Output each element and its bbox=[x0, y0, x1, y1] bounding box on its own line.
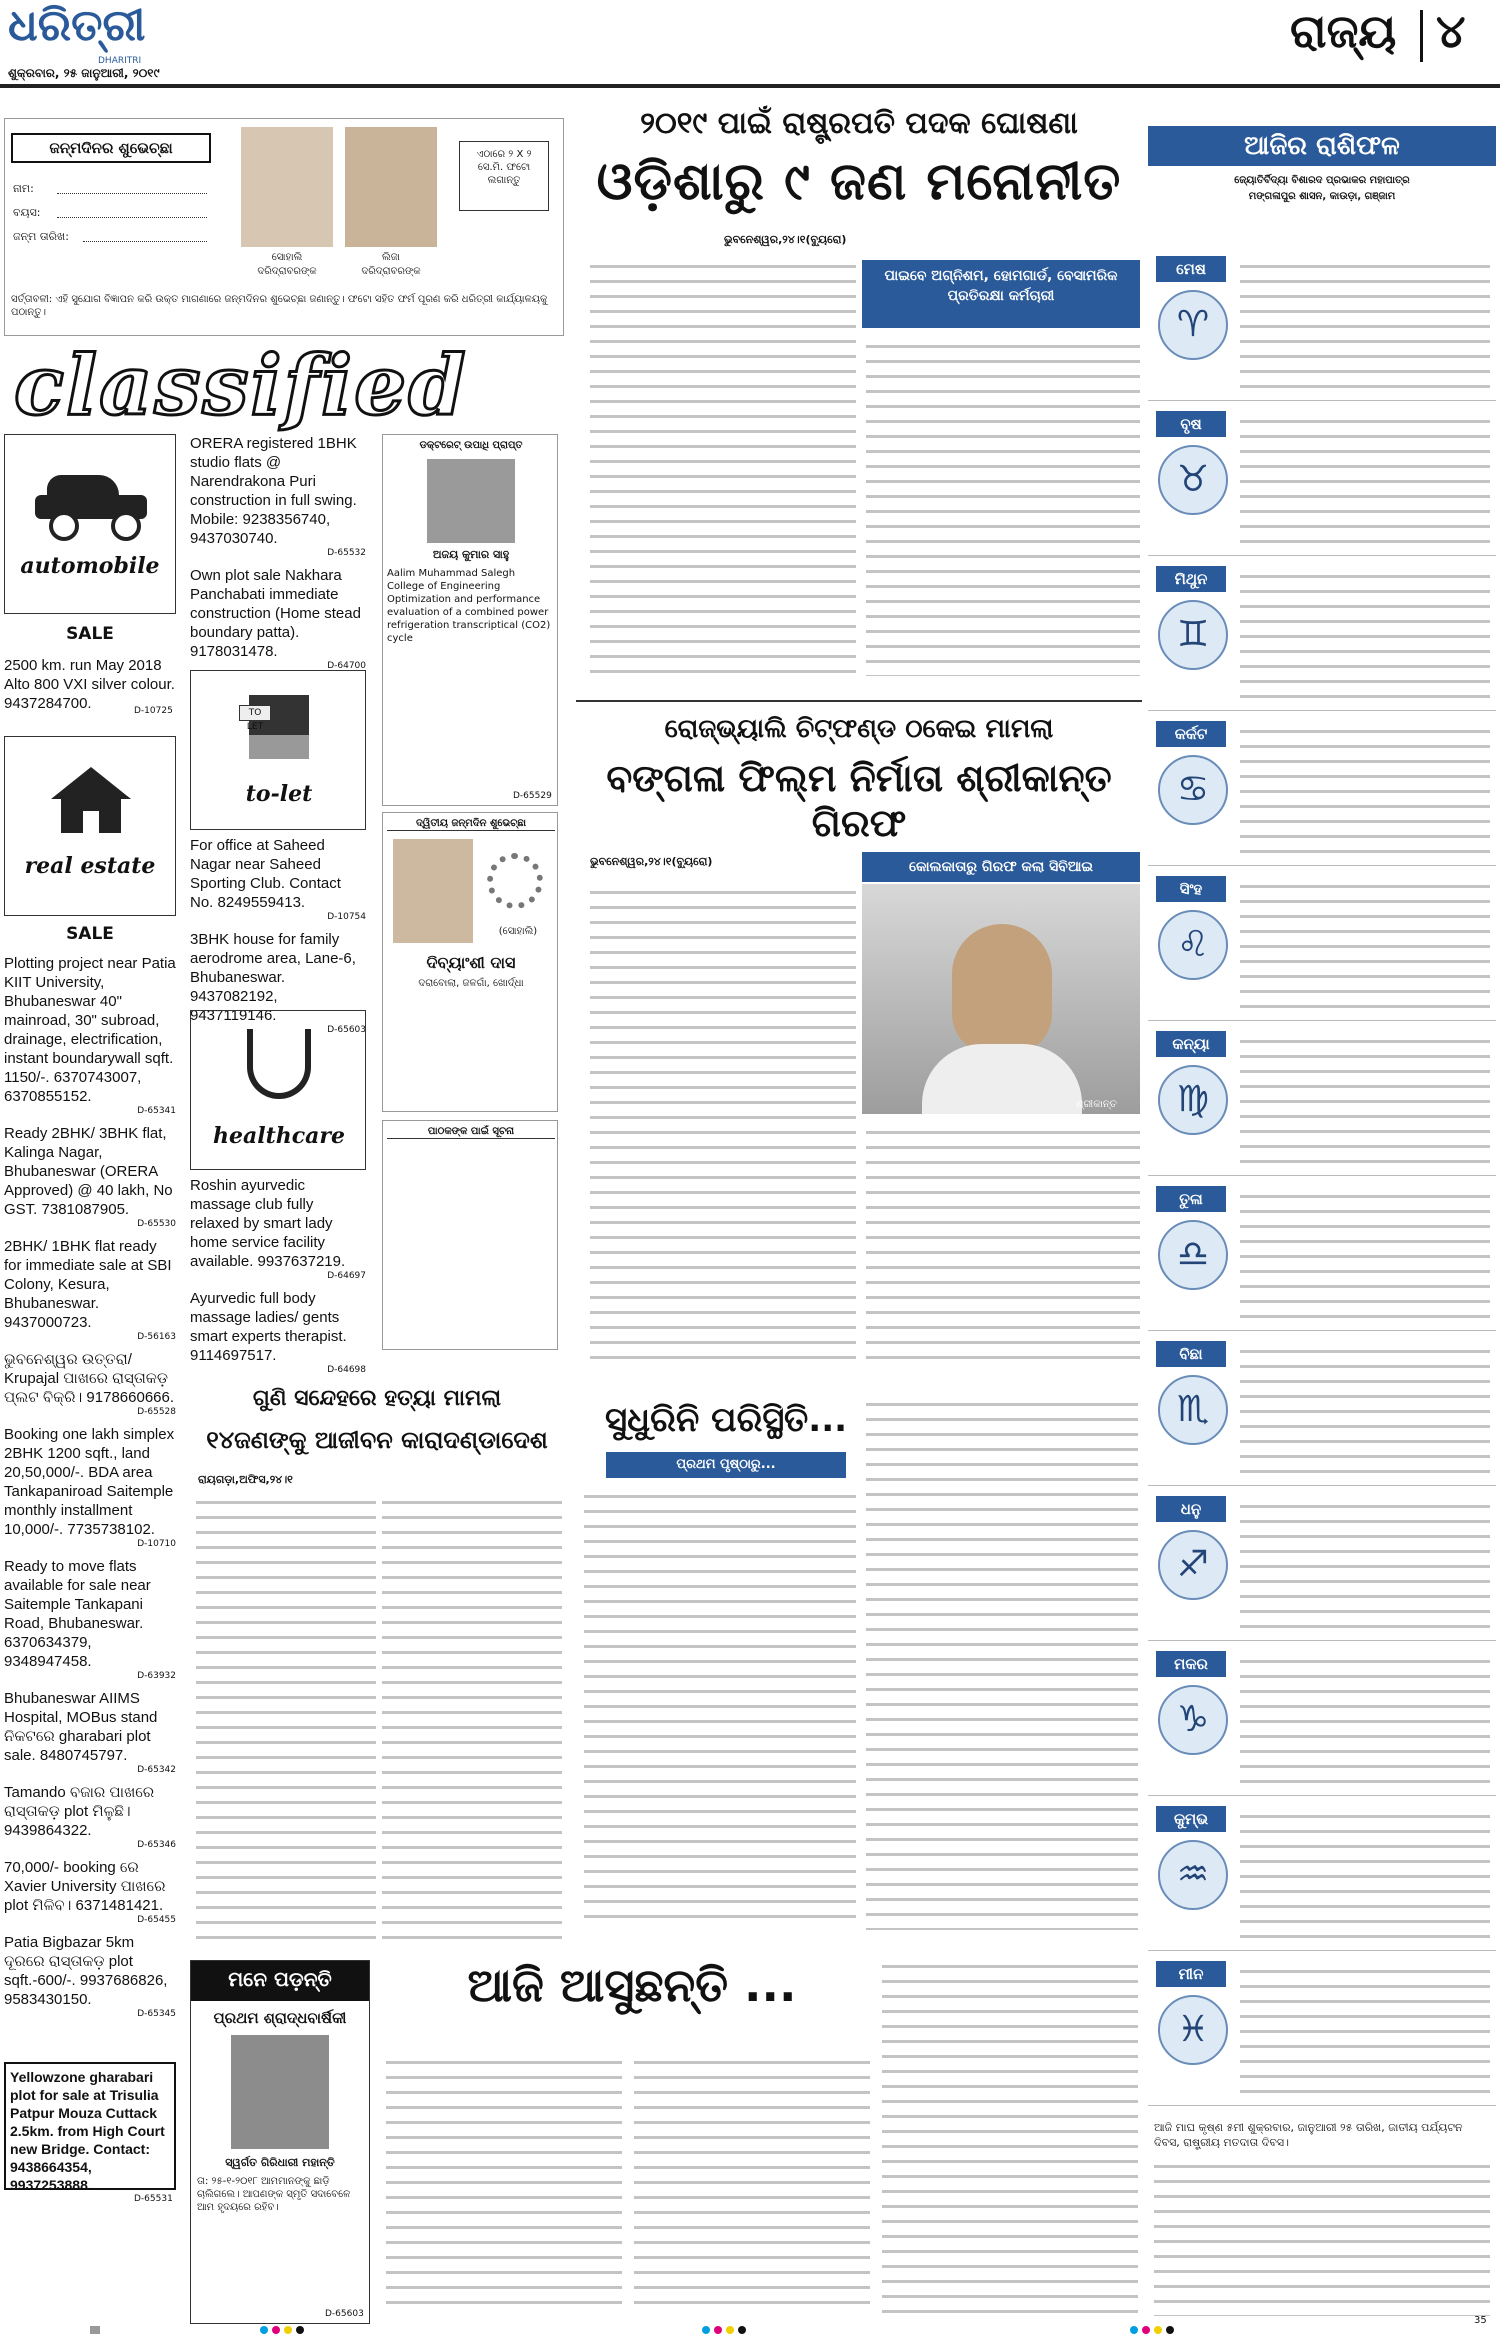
classified-ad-block bbox=[190, 1289, 366, 1375]
child-photo bbox=[241, 127, 333, 247]
story-headline: ବଙ୍ଗଳା ଫିଲ୍ମ ନିର୍ମାତା ଶ୍ରୀକାନ୍ତ ଗିରଫ bbox=[606, 756, 1112, 845]
ad-code: D-65603 bbox=[325, 2309, 364, 2319]
page-number: ୪ bbox=[1436, 4, 1466, 58]
story-subhead: କୋଲକାତାରୁ ଗିରଫ କଲା ସିବିଆଇ bbox=[908, 859, 1094, 875]
horoscope-entry bbox=[1148, 1025, 1496, 1176]
horoscope-entry bbox=[1148, 870, 1496, 1021]
classified-ad: Ready 2BHK/ 3BHK flat, Kalinga Nagar, Bhubaneswar (ORERA Approved) @ 40 lakh, No GST. 7381087905. bbox=[4, 1125, 173, 1218]
section-divider bbox=[1420, 10, 1423, 62]
ad-code: D-65345 bbox=[137, 2009, 176, 2019]
automobile-label: automobile bbox=[20, 553, 160, 579]
ad-code: D-65529 bbox=[513, 791, 552, 801]
dob-label: ଜନ୍ମ ତାରିଖ: bbox=[13, 230, 69, 243]
story-body bbox=[866, 336, 1140, 676]
classified-column-2 bbox=[190, 434, 368, 1375]
readers-notice-title: ପାଠକଙ୍କ ପାଇଁ ସୂଚନା bbox=[387, 1125, 555, 1139]
zodiac-glyph: ♐ bbox=[1176, 1544, 1210, 1585]
age-label: ବୟସ: bbox=[13, 206, 41, 219]
birthday-form bbox=[4, 118, 564, 336]
horoscope-text bbox=[1240, 1651, 1490, 1787]
classified-ad: Plotting project near Patia KIIT University, Bhubaneswar 40" mainroad, 30" subroad, drainage, electrification, instant boundarywall sqft. 1150/-. 6370743007, 6370855152. bbox=[4, 955, 176, 1105]
birthday-form-title: ଜନ୍ମଦିନର ଶୁଭେଚ୍ଛା bbox=[11, 133, 211, 163]
real-estate-box bbox=[4, 736, 176, 916]
sale-heading: SALE bbox=[66, 624, 114, 644]
memorial-banner-text: ମନେ ପଡ଼ନ୍ତି bbox=[228, 1967, 332, 1991]
almanac-body bbox=[1154, 2156, 1490, 2316]
classified-ad-block bbox=[4, 954, 176, 1116]
horoscope-banner bbox=[1148, 126, 1496, 166]
zodiac-glyph: ♈ bbox=[1176, 304, 1210, 345]
memorial-photo bbox=[231, 2035, 329, 2149]
classified-ad-block bbox=[190, 836, 366, 922]
graduate-details: Aalim Muhammad Salegh College of Engineering Optimization and performance evaluation of a combined power refrigeration transcriptical (CO2) cycle bbox=[387, 568, 551, 644]
story-kicker: ଗୁଣି ସନ୍ଦେହରେ ହତ୍ୟା ମାମଲା bbox=[252, 1386, 502, 1411]
classified-ad: Roshin ayurvedic massage club fully relaxed by smart lady home service facility available. 9937637219. bbox=[190, 1177, 346, 1270]
classified-column-3 bbox=[382, 434, 560, 1374]
zodiac-glyph: ♏ bbox=[1176, 1389, 1210, 1430]
ad-code: D-65530 bbox=[137, 1219, 176, 1229]
classified-title: classified bbox=[14, 338, 468, 434]
story-body bbox=[584, 1486, 856, 1930]
ad-code: D-64698 bbox=[327, 1365, 366, 1375]
story-subhead: ପାଇବେ ଅଗ୍ନିଶମ, ହୋମଗାର୍ଡ, ବେସାମରିକ ପ୍ରତିରକ୍ଷା କର୍ମଚାରୀ bbox=[884, 268, 1118, 304]
classified-ad-block bbox=[4, 1350, 176, 1417]
zodiac-icon bbox=[1158, 755, 1228, 825]
zodiac-icon bbox=[1158, 1530, 1228, 1600]
memorial-notice bbox=[190, 1960, 370, 2324]
age-line bbox=[57, 217, 207, 218]
story-headline: ୧୪ଜଣଙ୍କୁ ଆଜୀବନ କାରାଦଣ୍ଡାଦେଶ bbox=[206, 1426, 548, 1454]
zodiac-icon bbox=[1158, 445, 1228, 515]
stethoscope-icon bbox=[247, 1029, 311, 1099]
classified-ad-block bbox=[4, 1689, 176, 1775]
classified-ad: 2BHK/ 1BHK flat ready for immediate sale at SBI Colony, Kesura, Bhubaneswar. 9437000723. bbox=[4, 1238, 172, 1331]
edition-date: ଶୁକ୍ରବାର, ୨୫ ଜାନୁଆରୀ, ୨୦୧୯ bbox=[8, 66, 160, 80]
horoscope-entry bbox=[1148, 1800, 1496, 1951]
story-body bbox=[590, 256, 856, 676]
classified-ad-block bbox=[190, 566, 366, 671]
horoscope-entry bbox=[1148, 715, 1496, 866]
name-label: ନାମ: bbox=[13, 182, 34, 195]
horoscope-text bbox=[1240, 721, 1490, 857]
child-photo bbox=[393, 839, 473, 943]
name-line bbox=[57, 193, 207, 194]
almanac-text: ଆଜି ମାଘ କୃଷ୍ଣ ୫ମୀ ଶୁକ୍ରବାର, ଜାନୁଆରୀ ୨୫ ତାରିଖ, ଜାତୀୟ ପର୍ଯ୍ୟଟନ ଦିବସ, ରାଷ୍ଟ୍ରୀୟ ମତଦାତା ଦିବସ। bbox=[1154, 2121, 1463, 2149]
masthead-rule bbox=[0, 84, 1500, 88]
yellow-zone-ad bbox=[4, 2062, 176, 2193]
story-dateline: ଭୁବନେଶ୍ୱର,୨୪।୧(ବ୍ୟୁରୋ) bbox=[590, 855, 713, 868]
horoscope-entry bbox=[1148, 1645, 1496, 1796]
ad-code: D-65342 bbox=[137, 1765, 176, 1775]
to-let-sign-icon: TO LET bbox=[239, 695, 319, 765]
story-subhead-box bbox=[862, 852, 1140, 882]
ad-code: D-10710 bbox=[137, 1539, 176, 1549]
classified-ad: Yellowzone gharabari plot for sale at Trisulia Patpur Mouza Cuttack 2.5km. from High Court new Bridge. Contact: 9438664354, 9937253888. bbox=[10, 2069, 165, 2193]
classified-ad-block bbox=[190, 434, 366, 558]
ad-code: D-65455 bbox=[137, 1915, 176, 1925]
readers-notice bbox=[382, 1120, 558, 1350]
zodiac-glyph: ♋ bbox=[1176, 769, 1210, 810]
horoscope-text bbox=[1240, 1031, 1490, 1167]
story-body bbox=[866, 1394, 1138, 1930]
portrait-photo bbox=[862, 884, 1140, 1114]
zodiac-glyph: ♌ bbox=[1176, 924, 1210, 965]
horoscope-text bbox=[1240, 1806, 1490, 1942]
automobile-box bbox=[4, 434, 176, 614]
zodiac-icon bbox=[1158, 290, 1228, 360]
child-address: ଦରାବୋଲା, ଜଳଗାଁ, ଖୋର୍ଦ୍ଧା bbox=[418, 978, 524, 989]
story-rosevalley bbox=[576, 706, 1142, 1382]
zodiac-sign-label: କୁମ୍ଭ bbox=[1156, 1806, 1226, 1832]
classified-ad-block bbox=[190, 1176, 366, 1281]
doctorate-title: ଡକ୍ଟରେଟ୍ ଉପାଧି ପ୍ରାପ୍ତ bbox=[419, 440, 523, 451]
classified-ad-block bbox=[4, 1858, 176, 1925]
to-let-box bbox=[190, 670, 366, 830]
photo-placeholder: ଏଠାରେ ୨ X ୨ ସେ.ମି. ଫଟୋ ଲଗାନ୍ତୁ bbox=[459, 141, 549, 211]
horoscope-entry bbox=[1148, 1335, 1496, 1486]
ad-code: D-65531 bbox=[134, 2194, 173, 2204]
classified-ad: ଭୁବନେଶ୍ୱର ଉତ୍ତରା/ Krupajal ପାଖରେ ରାସ୍ତାକଡ଼ ପ୍ଲଟ ବିକ୍ରି। 9178660666. bbox=[4, 1351, 175, 1406]
zodiac-icon bbox=[1158, 1375, 1228, 1445]
story-dateline: ରାୟଗଡ଼ା,ଅଫିସ,୨୪।୧ bbox=[198, 1473, 293, 1486]
horoscope-list bbox=[1148, 250, 1496, 2110]
photo-caption: ଶ୍ରୀକାନ୍ତ bbox=[1076, 1099, 1117, 1110]
graduate-photo bbox=[427, 459, 515, 543]
classified-ad: Ayurvedic full body massage ladies/ gents smart experts therapist. 9114697517. bbox=[190, 1290, 347, 1364]
story-body bbox=[196, 1492, 376, 1942]
logo: ଧରିତ୍ରୀ bbox=[8, 0, 146, 51]
horoscope-entry bbox=[1148, 250, 1496, 401]
zodiac-icon bbox=[1158, 1220, 1228, 1290]
continued-banner bbox=[606, 1452, 846, 1478]
story-kicker: ୨୦୧୯ ପାଇଁ ରାଷ୍ଟ୍ରପତି ପଦକ ଘୋଷଣା bbox=[640, 106, 1078, 141]
classified-column-1 bbox=[4, 434, 182, 2324]
story-body bbox=[386, 2052, 622, 2314]
graduate-name: ଅଜୟ କୁମାର ସାହୁ bbox=[432, 548, 510, 561]
ad-code: D-10754 bbox=[327, 912, 366, 922]
story-body bbox=[590, 882, 856, 1362]
memorial-title: ପ୍ରଥମ ଶ୍ରାଦ୍ଧବାର୍ଷିକୀ bbox=[213, 2009, 347, 2027]
child-relation: ଦରିଦ୍ରାବରଙ୍କ bbox=[361, 266, 421, 277]
classified-ad: Booking one lakh simplex 2BHK 1200 sqft., land 20,50,000/-. BDA area Tankapaniroad Saitemple monthly installment 10,000/-. 7735738102. bbox=[4, 1426, 175, 1538]
real-estate-ads bbox=[4, 954, 176, 2027]
classified-ad: Bhubaneswar AIIMS Hospital, MOBus stand ନିକଟରେ gharabari plot sale. 8480745797. bbox=[4, 1690, 158, 1764]
zodiac-icon bbox=[1158, 1685, 1228, 1755]
continued-label: ପ୍ରଥମ ପୃଷ୍ଠାରୁ... bbox=[676, 1457, 776, 1472]
zodiac-sign-label: ବିଛା bbox=[1156, 1341, 1226, 1367]
horoscope-entry bbox=[1148, 1955, 1496, 2106]
house-icon bbox=[51, 767, 131, 837]
ad-code: D-65341 bbox=[137, 1106, 176, 1116]
horoscope-text bbox=[1240, 256, 1490, 392]
classified-ad-block bbox=[4, 1557, 176, 1681]
horoscope-text bbox=[1240, 1496, 1490, 1632]
classified-ad: ORERA registered 1BHK studio flats @ Narendrakona Puri construction in full swing. Mobile: 9238356740, 9437030740. bbox=[190, 435, 357, 547]
ad-code: D-65532 bbox=[327, 548, 366, 558]
story-life-sentence bbox=[190, 1382, 564, 1952]
zodiac-icon bbox=[1158, 1995, 1228, 2065]
zodiac-sign-label: ସିଂହ bbox=[1156, 876, 1226, 902]
dob-line bbox=[83, 241, 207, 242]
horoscope-text bbox=[1240, 566, 1490, 702]
car-icon bbox=[35, 475, 147, 529]
zodiac-icon bbox=[1158, 1065, 1228, 1135]
print-registration-marks bbox=[0, 2326, 1500, 2334]
story-body bbox=[634, 2052, 870, 2314]
zodiac-sign-label: ବୃଷ bbox=[1156, 411, 1226, 437]
healthcare-box bbox=[190, 1010, 366, 1170]
memorial-banner bbox=[191, 1961, 369, 2001]
story-body bbox=[866, 1122, 1140, 1362]
story-situation bbox=[576, 1390, 1142, 1940]
zodiac-glyph: ♊ bbox=[1176, 614, 1210, 655]
memorial-name: ସ୍ୱର୍ଗତ ଗିରିଧାରୀ ମହାନ୍ତି bbox=[225, 2156, 335, 2169]
child-nickname: (ସୋହାଲି) bbox=[498, 926, 538, 937]
horoscope-text bbox=[1240, 411, 1490, 547]
ad-code: D-65603 bbox=[327, 1025, 366, 1035]
horoscope-column bbox=[1148, 96, 1496, 2324]
zodiac-glyph: ♍ bbox=[1176, 1079, 1210, 1120]
classified-ad: 3BHK house for family aerodrome area, Lane-6, Bhubaneswar. 9437082192, 9437119146. bbox=[190, 931, 356, 1024]
zodiac-icon bbox=[1158, 600, 1228, 670]
child-relation: ଦରିଦ୍ରାବରଙ୍କ bbox=[257, 266, 317, 277]
healthcare-label: healthcare bbox=[213, 1123, 345, 1149]
story-subhead-box bbox=[862, 260, 1140, 328]
classified-ad: Tamando ବଜାର ପାଖରେ ରାସ୍ତାକଡ଼ plot ମିଳୁଛି। 9439864322. bbox=[4, 1784, 155, 1839]
zodiac-sign-label: ମୀନ bbox=[1156, 1961, 1226, 1987]
flower-icon bbox=[487, 853, 543, 909]
second-birthday-title: ଦ୍ୱିତୀୟ ଜନ୍ମଦିନ ଶୁଭେଚ୍ଛା bbox=[387, 817, 555, 831]
ad-code: D-63932 bbox=[137, 1671, 176, 1681]
second-birthday-notice bbox=[382, 812, 558, 1112]
birthday-terms: ସର୍ତ୍ତାବଳୀ: ଏହି ସୁଯୋଗ ବିଜ୍ଞାପନ କରି ଉକ୍ତ ମାଗଣାରେ ଜନ୍ମଦିନର ଶୁଭେଚ୍ଛା ଜଣାନ୍ତୁ। ଫଟୋ ସହିତ ଫର୍ମ ପୂରଣ କରି ଧରିତ୍ରୀ କାର୍ଯ୍ୟାଳୟକୁ ପଠାନ୍ତୁ। bbox=[11, 294, 548, 318]
ad-code: D-64700 bbox=[327, 661, 366, 671]
classified-ad-block bbox=[4, 1783, 176, 1850]
zodiac-sign-label: ମିଥୁନ bbox=[1156, 566, 1226, 592]
classified-ad-block bbox=[4, 1933, 176, 2019]
classified-ad: 70,000/- booking ରେ Xavier University ପାଖରେ plot ମିଳିବ। 6371481421. bbox=[4, 1859, 166, 1914]
sale-heading: SALE bbox=[66, 924, 114, 944]
classified-ad-block bbox=[4, 1425, 176, 1549]
child-photo bbox=[345, 127, 437, 247]
horoscope-entry bbox=[1148, 405, 1496, 556]
astrologer-address: ମଙ୍ଗଳାପୁର ଶାସନ, କାଉଡ଼ା, ଗଞ୍ଜାମ bbox=[1248, 191, 1396, 202]
ad-code: D-65346 bbox=[137, 1840, 176, 1850]
zodiac-sign-label: କନ୍ୟା bbox=[1156, 1031, 1226, 1057]
zodiac-icon bbox=[1158, 1840, 1228, 1910]
logo-subtitle: DHARITRI bbox=[98, 56, 142, 66]
zodiac-sign-label: ମକର bbox=[1156, 1651, 1226, 1677]
horoscope-text bbox=[1240, 876, 1490, 1012]
story-headline: ସୁଧୁରିନି ପରିସ୍ଥିତି... bbox=[604, 1400, 848, 1440]
classified-ad-block bbox=[4, 1237, 176, 1342]
column-rule bbox=[576, 700, 1142, 702]
classified-banner bbox=[4, 338, 564, 434]
ad-code: D-56163 bbox=[137, 1332, 176, 1342]
horoscope-text bbox=[1240, 1186, 1490, 1322]
doctorate-notice bbox=[382, 434, 558, 806]
ad-code: D-10725 bbox=[134, 706, 173, 716]
flat-ads bbox=[190, 434, 366, 679]
classified-ad: Ready to move flats available for sale near Saitemple Tankapani Road, Bhubaneswar. 6370634379, 9348947458. bbox=[4, 1558, 151, 1670]
horoscope-entry bbox=[1148, 1180, 1496, 1331]
masthead bbox=[0, 0, 1500, 82]
horoscope-title: ଆଜିର ରାଶିଫଳ bbox=[1244, 131, 1400, 161]
ad-code: D-65528 bbox=[137, 1407, 176, 1417]
zodiac-icon bbox=[1158, 910, 1228, 980]
healthcare-ads bbox=[190, 1176, 366, 1383]
zodiac-glyph: ♎ bbox=[1176, 1234, 1210, 1275]
child-name: ଦିବ୍ୟାଂଶୀ ଦାସ bbox=[426, 953, 516, 972]
ad-code: D-64697 bbox=[327, 1271, 366, 1281]
classified-ad-block bbox=[4, 1124, 176, 1229]
story-kicker: ରୋଜ୍‌ଭ୍ୟାଲି ଚିଟ୍‌ଫଣ୍ଡ ଠକେଇ ମାମଲା bbox=[664, 714, 1054, 744]
footer-page-number: 35 bbox=[1474, 2315, 1487, 2326]
zodiac-glyph: ♒ bbox=[1176, 1854, 1210, 1895]
story-arriving-today bbox=[382, 1952, 1142, 2324]
story-body bbox=[882, 1956, 1138, 2314]
story-body bbox=[382, 1492, 562, 1942]
zodiac-glyph: ♓ bbox=[1176, 2009, 1210, 2050]
classified-ad: 2500 km. run May 2018 Alto 800 VXI silver colour. 9437284700. bbox=[4, 657, 175, 712]
story-dateline: ଭୁବନେଶ୍ୱର,୨୪।୧(ବ୍ୟୁରୋ) bbox=[724, 233, 847, 246]
horoscope-entry bbox=[1148, 1490, 1496, 1641]
horoscope-text bbox=[1240, 1341, 1490, 1477]
child-name: ସୋହାଲି bbox=[271, 252, 303, 263]
child-name: ଲିଜା bbox=[382, 252, 400, 263]
zodiac-glyph: ♑ bbox=[1176, 1699, 1210, 1740]
memorial-text: ତା: ୨୫-୧-୨୦୧୮ ଆମମାନଙ୍କୁ ଛାଡ଼ି ଚାଲିଗଲେ। ଆପଣଙ୍କ ସ୍ମୃତି ସଦାବେଳେ ଆମ ହୃଦୟରେ ରହିବ। bbox=[197, 2176, 351, 2213]
zodiac-sign-label: ଧନୁ bbox=[1156, 1496, 1226, 1522]
astrologer-name: ଜ୍ୟୋତିର୍ବିଦ୍ୟା ବିଶାରଦ ପ୍ରଭାକର ମହାପାତ୍ର bbox=[1234, 175, 1410, 186]
story-headline: ଆଜି ଆସୁଛନ୍ତି ... bbox=[467, 1958, 797, 2012]
zodiac-sign-label: ମେଷ bbox=[1156, 256, 1226, 282]
horoscope-text bbox=[1240, 1961, 1490, 2097]
zodiac-sign-label: କର୍କଟ bbox=[1156, 721, 1226, 747]
to-let-label: to-let bbox=[245, 781, 313, 807]
zodiac-sign-label: ତୁଳା bbox=[1156, 1186, 1226, 1212]
story-headline: ଓଡ଼ିଶାରୁ ୯ ଜଣ ମନୋନୀତ bbox=[596, 152, 1122, 212]
horoscope-entry bbox=[1148, 560, 1496, 711]
classified-ad: Own plot sale Nakhara Panchabati immediate construction (Home stead boundary patta). 9178031478. bbox=[190, 567, 361, 660]
classified-ad: For office at Saheed Nagar near Saheed Sporting Club. Contact No. 8249559413. bbox=[190, 837, 341, 911]
classified-ad: Patia Bigbazar 5km ଦୂରରେ ରାସ୍ତାକଡ଼ plot sqft.-600/-. 9937686826, 9583430150. bbox=[4, 1934, 168, 2008]
real-estate-label: real estate bbox=[24, 853, 156, 879]
section-title: ରାଜ୍ୟ bbox=[1290, 4, 1397, 58]
story-president-medal bbox=[576, 96, 1142, 696]
zodiac-glyph: ♉ bbox=[1176, 459, 1210, 500]
